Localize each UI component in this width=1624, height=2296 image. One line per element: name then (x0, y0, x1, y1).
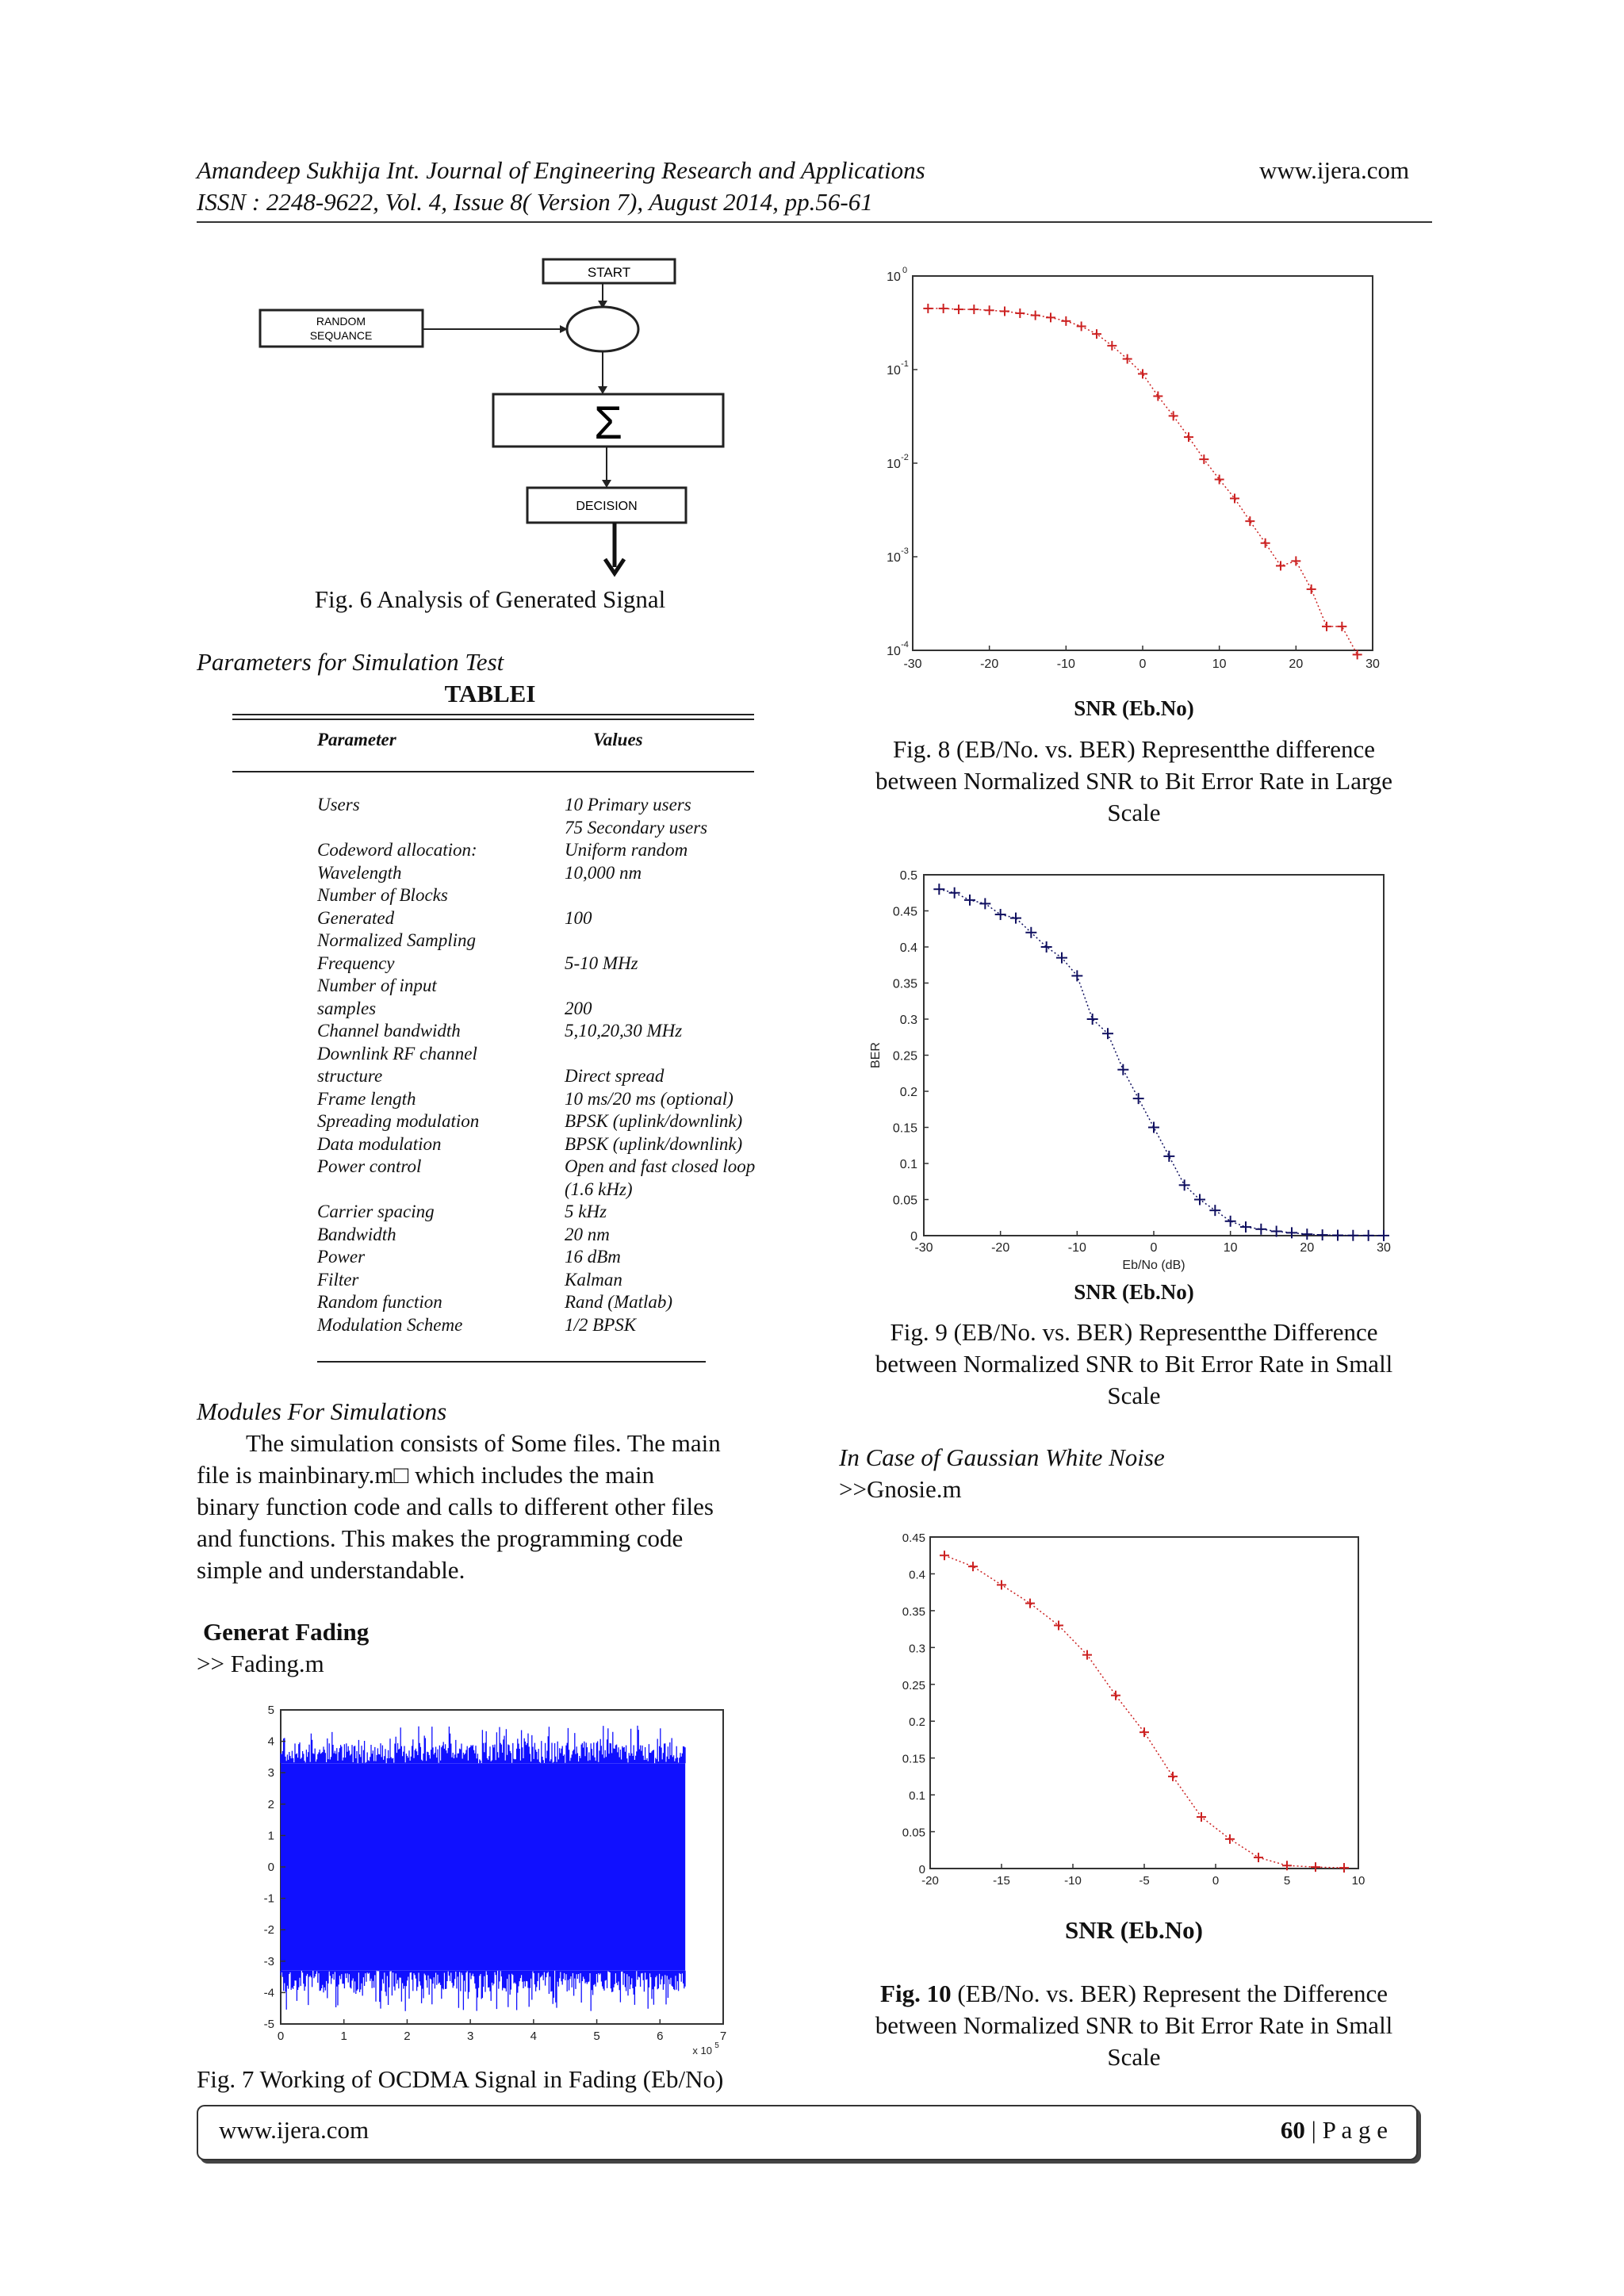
fig10-chart (884, 1523, 1392, 1895)
x-tick-label: -10 (1064, 1874, 1082, 1888)
x-tick-label: 4 (530, 2030, 538, 2043)
y-tick-label: 0.3 (909, 1642, 925, 1656)
plot-frame (913, 276, 1373, 650)
fig10-caption-bold: Fig. 10 (880, 1980, 952, 2007)
random-label-1: RANDOM (316, 315, 366, 328)
x-tick-label: -10 (1067, 1241, 1086, 1255)
x-tick-label: -10 (1056, 657, 1075, 671)
x-tick-label: 5 (593, 2030, 600, 2043)
x-tick-label: 30 (1377, 1241, 1391, 1255)
table-param: Filter (317, 1269, 359, 1290)
footer-page (1281, 2116, 1388, 2145)
y-tick-label: 0.35 (902, 1604, 925, 1619)
table-value: 20 nm (565, 1224, 610, 1244)
y-tick-label: -4 (263, 1986, 274, 2000)
table-value: BPSK (uplink/downlink) (565, 1111, 743, 1131)
y-tick-label: 0.4 (909, 1568, 925, 1582)
issn-line: ISSN : 2248-9622, Vol. 4, Issue 8( Version 7), August 2014, pp.56-61 (197, 188, 873, 216)
x-tick-label: 10 (1212, 657, 1227, 671)
y-tick-label: 0 (918, 1863, 925, 1876)
fig9-caption-1: Fig. 9 (EB/No. vs. BER) Representthe Difference (890, 1318, 1378, 1346)
x-tick-label: 7 (719, 2030, 727, 2043)
start-label: START (587, 265, 631, 280)
y-tick-label: 0.3 (899, 1014, 917, 1027)
table-value: 5-10 MHz (565, 953, 638, 973)
table-header-parameter: Parameter (317, 730, 396, 749)
table-param: structure (317, 1066, 383, 1086)
fig8-chart (860, 252, 1384, 680)
fig10-axis-label: SNR (Eb.No) (1065, 1916, 1203, 1944)
x-tick-label: 3 (466, 2030, 474, 2043)
x-tick-label: -20 (921, 1874, 939, 1888)
x-tick-label: 0 (277, 2030, 285, 2043)
x-tick-label: 10 (1351, 1874, 1365, 1888)
random-label-2: SEQUANCE (309, 329, 373, 342)
table-param: Random function (317, 1292, 442, 1312)
table-value: 5 kHz (565, 1202, 607, 1221)
x-tick-label: 30 (1365, 657, 1380, 671)
plot-frame (924, 875, 1384, 1236)
gaussian-heading: In Case of Gaussian White Noise (839, 1443, 1165, 1471)
table-value: 10 Primary users (565, 795, 691, 815)
table-value: (1.6 kHz) (565, 1179, 633, 1199)
fading-heading: Generat Fading (203, 1618, 370, 1646)
y-axis-label: BER (869, 1042, 883, 1068)
y-tick-label: 10 (887, 458, 901, 471)
y-tick-exp: -3 (901, 546, 909, 556)
table-value: Direct spread (565, 1066, 665, 1086)
fig8-caption-2: between Normalized SNR to Bit Error Rate in Large (875, 767, 1392, 795)
x-tick-label: -30 (914, 1241, 933, 1255)
sigma-symbol: Σ (594, 397, 622, 449)
x-tick-label: 0 (1212, 1874, 1220, 1888)
fig8-caption-3: Scale (1107, 799, 1161, 826)
y-tick-exp: -2 (901, 453, 909, 462)
fig8-caption-1: Fig. 8 (EB/No. vs. BER) Representthe difference (892, 735, 1376, 763)
y-tick-label: 4 (267, 1734, 274, 1749)
x-tick-label: 20 (1300, 1241, 1315, 1255)
table-value: 75 Secondary users (565, 817, 708, 838)
fig9-caption-2: between Normalized SNR to Bit Error Rate in Small (875, 1350, 1393, 1378)
table-param: Modulation Scheme (317, 1314, 463, 1335)
table-value: 10,000 nm (565, 862, 642, 883)
table-param: Carrier spacing (317, 1202, 435, 1221)
table-value: 16 dBm (565, 1247, 621, 1267)
y-tick-label: 0.25 (892, 1049, 917, 1064)
fig10-caption-1 (841, 1978, 1427, 2010)
params-heading: Parameters for Simulation Test (197, 648, 504, 676)
y-tick-label: 0.1 (909, 1789, 925, 1803)
table-rule-top1 (232, 714, 754, 715)
fig9-chart (868, 861, 1408, 1281)
y-tick-label: -3 (263, 1954, 274, 1968)
fig7-caption: Fig. 7 Working of OCDMA Signal in Fading (Eb/No) (197, 2065, 724, 2093)
y-tick-label: 0.4 (899, 941, 917, 955)
x-tick-label: -20 (980, 657, 999, 671)
y-tick-label: 0.1 (899, 1158, 917, 1171)
table-param: Wavelength (317, 862, 402, 883)
x-tick-label: -20 (991, 1241, 1010, 1255)
table-value: 100 (565, 907, 592, 928)
gaussian-command: >>Gnosie.m (839, 1475, 962, 1503)
x-tick-label: 6 (657, 2030, 664, 2043)
modules-line-3: binary function code and calls to different other files (197, 1493, 714, 1520)
x-tick-label: 2 (404, 2030, 411, 2043)
table-param: Frame length (317, 1088, 416, 1109)
table-param: Spreading modulation (317, 1111, 480, 1131)
x-tick-label: 20 (1289, 657, 1304, 671)
decision-label: DECISION (576, 500, 638, 513)
y-tick-label: -2 (263, 1923, 274, 1938)
signal-core (281, 1763, 685, 1970)
table-value: BPSK (uplink/downlink) (565, 1133, 743, 1154)
table-param: Users (317, 795, 360, 815)
modules-heading: Modules For Simulations (197, 1397, 447, 1425)
y-tick-exp: -1 (901, 359, 909, 369)
header-rule (197, 221, 1432, 223)
table-value: Rand (Matlab) (565, 1292, 673, 1312)
y-tick-label: -1 (263, 1892, 274, 1906)
y-tick-label: 0.05 (902, 1826, 925, 1840)
y-tick-label: 0.15 (902, 1752, 925, 1766)
fading-command: >> Fading.m (197, 1650, 324, 1677)
table-param: Frequency (317, 953, 395, 973)
table-param: Downlink RF channel (317, 1043, 477, 1064)
y-tick-label: 0.2 (899, 1086, 917, 1099)
fig10-caption-3: Scale (1107, 2043, 1161, 2071)
y-tick-label: 10 (887, 645, 901, 658)
x-tick-label: -5 (1139, 1874, 1150, 1888)
table-body (317, 793, 761, 1348)
table-title: TABLEI (444, 680, 536, 707)
table-param: Channel bandwidth (317, 1021, 461, 1041)
table-rule-header (232, 771, 754, 772)
x-exponent-power: 5 (714, 2041, 719, 2050)
table-value: 5,10,20,30 MHz (565, 1021, 683, 1041)
table-value: Kalman (565, 1269, 622, 1290)
table-value: 1/2 BPSK (565, 1314, 637, 1335)
modules-line-2: file is mainbinary.m□ which includes the main (197, 1461, 655, 1489)
journal-title: Amandeep Sukhija Int. Journal of Engineering Research and Applications (197, 156, 925, 184)
footer-url[interactable]: www.ijera.com (219, 2116, 370, 2144)
y-tick-label: 0 (267, 1861, 274, 1874)
fig10-caption-2: between Normalized SNR to Bit Error Rate in Small (875, 2011, 1393, 2039)
x-tick-label: 0 (1150, 1241, 1158, 1255)
y-tick-label: 5 (267, 1704, 274, 1717)
fig7-chart (252, 1697, 744, 2054)
journal-url[interactable]: www.ijera.com (1259, 156, 1410, 184)
table-param: Bandwidth (317, 1224, 396, 1244)
fig6-flowchart (246, 250, 737, 583)
table-value: 200 (565, 998, 592, 1018)
page-number: 60 (1280, 2116, 1305, 2144)
x-tick-label: -15 (993, 1874, 1010, 1888)
y-tick-label: 10 (887, 551, 901, 565)
table-value: 10 ms/20 ms (optional) (565, 1088, 733, 1109)
y-tick-label: 0.25 (902, 1678, 925, 1692)
y-tick-label: 3 (267, 1766, 274, 1780)
page-footer (197, 2105, 1418, 2160)
y-tick-exp: -4 (901, 640, 909, 650)
y-tick-label: 1 (267, 1829, 274, 1843)
table-rule-top2 (232, 719, 754, 720)
table-param: samples (317, 998, 377, 1018)
table-param: Power control (317, 1156, 422, 1176)
y-tick-label: 0.15 (892, 1121, 917, 1136)
y-tick-label: -5 (263, 2018, 274, 2031)
y-tick-label: 0.05 (892, 1194, 917, 1208)
x-tick-label: 1 (340, 2030, 347, 2043)
page-label: | P a g e (1304, 2116, 1388, 2144)
table-value: Open and fast closed loop (565, 1156, 756, 1176)
table-value: Uniform random (565, 840, 688, 860)
y-tick-label: 0.45 (902, 1531, 925, 1545)
modules-line-5: simple and understandable. (197, 1556, 465, 1584)
y-tick-exp: 0 (902, 266, 908, 275)
table-rule-bottom (317, 1361, 706, 1363)
fig6-caption: Fig. 6 Analysis of Generated Signal (314, 585, 666, 613)
x-tick-label: 5 (1283, 1874, 1291, 1888)
fig9-axis-label: SNR (Eb.No) (1074, 1280, 1194, 1304)
y-tick-label: 10 (887, 364, 901, 378)
table-param: Power (317, 1247, 366, 1267)
table-param: Codeword allocation: (317, 840, 477, 860)
table-param: Number of input (317, 976, 437, 995)
x-tick-label: 10 (1223, 1241, 1238, 1255)
combiner-node (567, 307, 638, 351)
y-tick-label: 0.45 (892, 905, 917, 919)
table-param: Generated (317, 907, 395, 928)
x-exponent-label: x 10 (692, 2045, 712, 2054)
y-tick-label: 0.2 (909, 1715, 925, 1730)
fig9-caption-3: Scale (1107, 1382, 1161, 1409)
table-param: Data modulation (317, 1133, 442, 1154)
table-param: Normalized Sampling (317, 930, 476, 950)
x-tick-label: 0 (1139, 657, 1147, 671)
fig8-axis-label: SNR (Eb.No) (1074, 696, 1194, 720)
y-tick-label: 10 (887, 270, 901, 284)
y-tick-label: 0 (910, 1230, 917, 1244)
table-header-values: Values (593, 730, 643, 749)
modules-line-4: and functions. This makes the programming code (197, 1524, 684, 1552)
y-tick-label: 0.35 (892, 977, 917, 991)
x-axis-label: Eb/No (dB) (1122, 1259, 1185, 1272)
fig10-caption-rest: (EB/No. vs. BER) Represent the Difference (951, 1980, 1388, 2007)
y-tick-label: 2 (267, 1797, 274, 1811)
y-tick-label: 0.5 (899, 869, 917, 883)
plot-frame (930, 1537, 1358, 1869)
table-param: Number of Blocks (317, 885, 448, 905)
modules-line-1: The simulation consists of Some files. The main (246, 1429, 721, 1457)
x-tick-label: -30 (903, 657, 922, 671)
